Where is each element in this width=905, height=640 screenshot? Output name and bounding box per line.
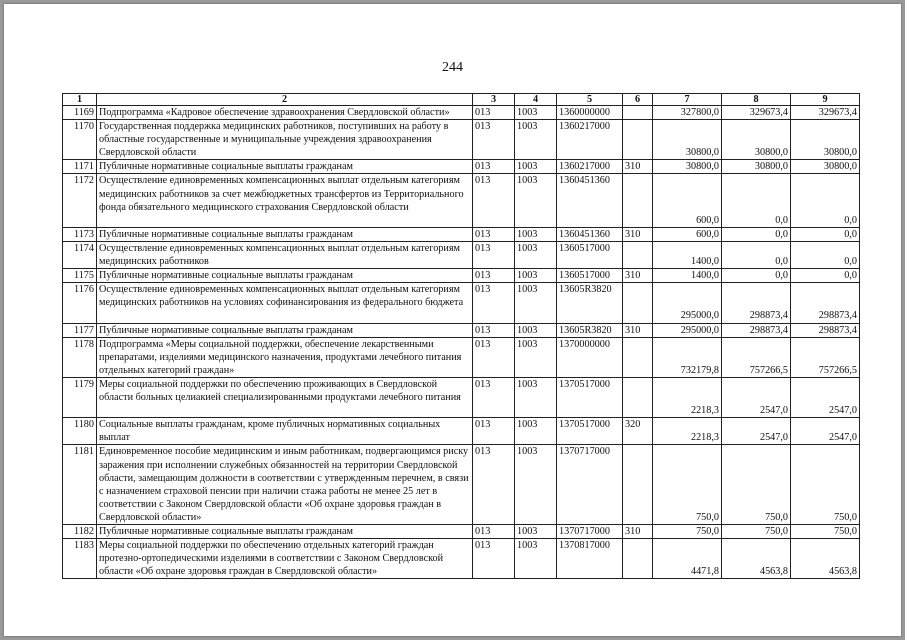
ministry-code: 013 <box>473 323 515 337</box>
section-code: 1003 <box>515 227 557 241</box>
row-number: 1175 <box>63 269 97 283</box>
table-row <box>63 418 860 445</box>
column-header: 3 <box>473 94 515 106</box>
amount-year-1: 2218,3 <box>653 418 722 445</box>
table-row <box>63 227 860 241</box>
expense-type-code <box>623 377 653 417</box>
target-article-code: 1360517000 <box>557 241 623 268</box>
row-description: Осуществление единовременных компенсационных выплат отдельным категориям медицинских работников на условиях софинансирования из федерального бюджета <box>97 283 473 323</box>
amount-year-3: 0,0 <box>791 269 860 283</box>
target-article-code: 1370517000 <box>557 418 623 445</box>
amount-year-1: 30800,0 <box>653 160 722 174</box>
expense-type-code <box>623 106 653 120</box>
section-code: 1003 <box>515 241 557 268</box>
column-header: 5 <box>557 94 623 106</box>
amount-year-1: 600,0 <box>653 227 722 241</box>
column-header: 7 <box>653 94 722 106</box>
table-row <box>63 120 860 160</box>
row-description: Публичные нормативные социальные выплаты гражданам <box>97 323 473 337</box>
row-description: Публичные нормативные социальные выплаты гражданам <box>97 160 473 174</box>
amount-year-2: 30800,0 <box>722 120 791 160</box>
expense-type-code: 310 <box>623 269 653 283</box>
amount-year-2: 329673,4 <box>722 106 791 120</box>
amount-year-3: 2547,0 <box>791 418 860 445</box>
target-article-code: 13605R3820 <box>557 323 623 337</box>
ministry-code: 013 <box>473 377 515 417</box>
ministry-code: 013 <box>473 337 515 377</box>
row-number: 1173 <box>63 227 97 241</box>
expense-type-code: 310 <box>623 323 653 337</box>
row-description: Осуществление единовременных компенсационных выплат отдельным категориям медицинских работников <box>97 241 473 268</box>
amount-year-2: 2547,0 <box>722 418 791 445</box>
row-number: 1178 <box>63 337 97 377</box>
row-number: 1182 <box>63 525 97 539</box>
amount-year-3: 30800,0 <box>791 160 860 174</box>
section-code: 1003 <box>515 337 557 377</box>
row-number: 1179 <box>63 377 97 417</box>
row-number: 1174 <box>63 241 97 268</box>
amount-year-2: 298873,4 <box>722 323 791 337</box>
amount-year-3: 0,0 <box>791 241 860 268</box>
target-article-code: 1370517000 <box>557 377 623 417</box>
target-article-code: 1360000000 <box>557 106 623 120</box>
amount-year-2: 0,0 <box>722 174 791 227</box>
target-article-code: 1370717000 <box>557 445 623 525</box>
section-code: 1003 <box>515 120 557 160</box>
section-code: 1003 <box>515 418 557 445</box>
ministry-code: 013 <box>473 269 515 283</box>
row-number: 1177 <box>63 323 97 337</box>
amount-year-3: 757266,5 <box>791 337 860 377</box>
expense-type-code <box>623 445 653 525</box>
document-page <box>4 4 901 636</box>
table-row <box>63 269 860 283</box>
expense-type-code <box>623 120 653 160</box>
expense-type-code <box>623 174 653 227</box>
ministry-code: 013 <box>473 525 515 539</box>
amount-year-2: 0,0 <box>722 227 791 241</box>
amount-year-1: 600,0 <box>653 174 722 227</box>
ministry-code: 013 <box>473 106 515 120</box>
table-row <box>63 323 860 337</box>
row-number: 1171 <box>63 160 97 174</box>
amount-year-1: 750,0 <box>653 525 722 539</box>
table-row <box>63 160 860 174</box>
table-row <box>63 525 860 539</box>
row-description: Публичные нормативные социальные выплаты гражданам <box>97 525 473 539</box>
amount-year-2: 30800,0 <box>722 160 791 174</box>
amount-year-1: 295000,0 <box>653 283 722 323</box>
amount-year-3: 298873,4 <box>791 283 860 323</box>
section-code: 1003 <box>515 323 557 337</box>
target-article-code: 1370000000 <box>557 337 623 377</box>
ministry-code: 013 <box>473 241 515 268</box>
section-code: 1003 <box>515 269 557 283</box>
row-description: Подпрограмма «Кадровое обеспечение здравоохранения Свердловской области» <box>97 106 473 120</box>
amount-year-3: 298873,4 <box>791 323 860 337</box>
amount-year-1: 295000,0 <box>653 323 722 337</box>
row-description: Меры социальной поддержки по обеспечению отдельных категорий граждан протезно-ортопедическими изделиями в соответствии с Законом Свердловской области «Об охране здоровья граждан в Свердловской области» <box>97 539 473 579</box>
expense-type-code <box>623 283 653 323</box>
section-code: 1003 <box>515 445 557 525</box>
expense-type-code <box>623 241 653 268</box>
row-number: 1170 <box>63 120 97 160</box>
section-code: 1003 <box>515 377 557 417</box>
amount-year-1: 1400,0 <box>653 269 722 283</box>
amount-year-1: 750,0 <box>653 445 722 525</box>
amount-year-3: 0,0 <box>791 227 860 241</box>
expense-type-code <box>623 337 653 377</box>
row-description: Публичные нормативные социальные выплаты гражданам <box>97 227 473 241</box>
amount-year-2: 0,0 <box>722 269 791 283</box>
column-header: 8 <box>722 94 791 106</box>
amount-year-2: 0,0 <box>722 241 791 268</box>
column-header: 4 <box>515 94 557 106</box>
target-article-code: 1360517000 <box>557 269 623 283</box>
amount-year-1: 30800,0 <box>653 120 722 160</box>
column-header: 1 <box>63 94 97 106</box>
amount-year-2: 4563,8 <box>722 539 791 579</box>
row-description: Единовременное пособие медицинским и иным работникам, подвергающимся риску заражения при исполнении служебных обязанностей на территории Свердловской области, замещающим должности в соответствии с утвержденным перечнем, в связи с назначением страховой пенсии при наличии стажа работы не менее 25 лет в соответствии с Законом Свердловской области «Об охране здоровья граждан в Свердловской области» <box>97 445 473 525</box>
row-number: 1183 <box>63 539 97 579</box>
target-article-code: 1370717000 <box>557 525 623 539</box>
amount-year-1: 732179,8 <box>653 337 722 377</box>
table-header-row <box>63 94 860 106</box>
row-description: Государственная поддержка медицинских работников, поступивших на работу в областные государственные и муниципальные учреждения здравоохранения Свердловской области <box>97 120 473 160</box>
row-number: 1181 <box>63 445 97 525</box>
ministry-code: 013 <box>473 539 515 579</box>
table-row <box>63 445 860 525</box>
amount-year-1: 327800,0 <box>653 106 722 120</box>
section-code: 1003 <box>515 174 557 227</box>
ministry-code: 013 <box>473 445 515 525</box>
section-code: 1003 <box>515 283 557 323</box>
ministry-code: 013 <box>473 120 515 160</box>
amount-year-2: 298873,4 <box>722 283 791 323</box>
column-header: 2 <box>97 94 473 106</box>
page-number: 244 <box>442 60 463 75</box>
row-description: Социальные выплаты гражданам, кроме публичных нормативных социальных выплат <box>97 418 473 445</box>
amount-year-3: 0,0 <box>791 174 860 227</box>
expense-type-code: 310 <box>623 227 653 241</box>
amount-year-2: 750,0 <box>722 445 791 525</box>
section-code: 1003 <box>515 525 557 539</box>
table-row <box>63 174 860 227</box>
target-article-code: 1360451360 <box>557 174 623 227</box>
row-description: Публичные нормативные социальные выплаты гражданам <box>97 269 473 283</box>
row-description: Меры социальной поддержки по обеспечению проживающих в Свердловской области больных целиакией специализированными продуктами лечебного питания <box>97 377 473 417</box>
table-row <box>63 106 860 120</box>
table-row <box>63 283 860 323</box>
ministry-code: 013 <box>473 418 515 445</box>
target-article-code: 1360451360 <box>557 227 623 241</box>
amount-year-3: 4563,8 <box>791 539 860 579</box>
table-row <box>63 539 860 579</box>
section-code: 1003 <box>515 539 557 579</box>
target-article-code: 1370817000 <box>557 539 623 579</box>
column-header: 9 <box>791 94 860 106</box>
budget-table <box>62 93 860 579</box>
row-description: Осуществление единовременных компенсационных выплат отдельным категориям медицинских работников за счет межбюджетных трансфертов из Территориального фонда обязательного медицинского страхования Свердловской области <box>97 174 473 227</box>
amount-year-1: 1400,0 <box>653 241 722 268</box>
target-article-code: 13605R3820 <box>557 283 623 323</box>
amount-year-1: 2218,3 <box>653 377 722 417</box>
row-number: 1172 <box>63 174 97 227</box>
target-article-code: 1360217000 <box>557 120 623 160</box>
amount-year-3: 2547,0 <box>791 377 860 417</box>
amount-year-2: 757266,5 <box>722 337 791 377</box>
ministry-code: 013 <box>473 283 515 323</box>
row-number: 1180 <box>63 418 97 445</box>
target-article-code: 1360217000 <box>557 160 623 174</box>
amount-year-3: 329673,4 <box>791 106 860 120</box>
amount-year-2: 2547,0 <box>722 377 791 417</box>
section-code: 1003 <box>515 160 557 174</box>
amount-year-1: 4471,8 <box>653 539 722 579</box>
section-code: 1003 <box>515 106 557 120</box>
row-number: 1176 <box>63 283 97 323</box>
ministry-code: 013 <box>473 174 515 227</box>
column-header: 6 <box>623 94 653 106</box>
amount-year-3: 30800,0 <box>791 120 860 160</box>
row-number: 1169 <box>63 106 97 120</box>
expense-type-code: 310 <box>623 160 653 174</box>
ministry-code: 013 <box>473 227 515 241</box>
ministry-code: 013 <box>473 160 515 174</box>
row-description: Подпрограмма «Меры социальной поддержки, обеспечение лекарственными препаратами, изделиями медицинского назначения, продуктами лечебного питания отдельных категорий граждан» <box>97 337 473 377</box>
table-row <box>63 377 860 417</box>
table-row <box>63 241 860 268</box>
amount-year-3: 750,0 <box>791 445 860 525</box>
expense-type-code: 310 <box>623 525 653 539</box>
amount-year-3: 750,0 <box>791 525 860 539</box>
expense-type-code <box>623 539 653 579</box>
expense-type-code: 320 <box>623 418 653 445</box>
table-row <box>63 337 860 377</box>
amount-year-2: 750,0 <box>722 525 791 539</box>
